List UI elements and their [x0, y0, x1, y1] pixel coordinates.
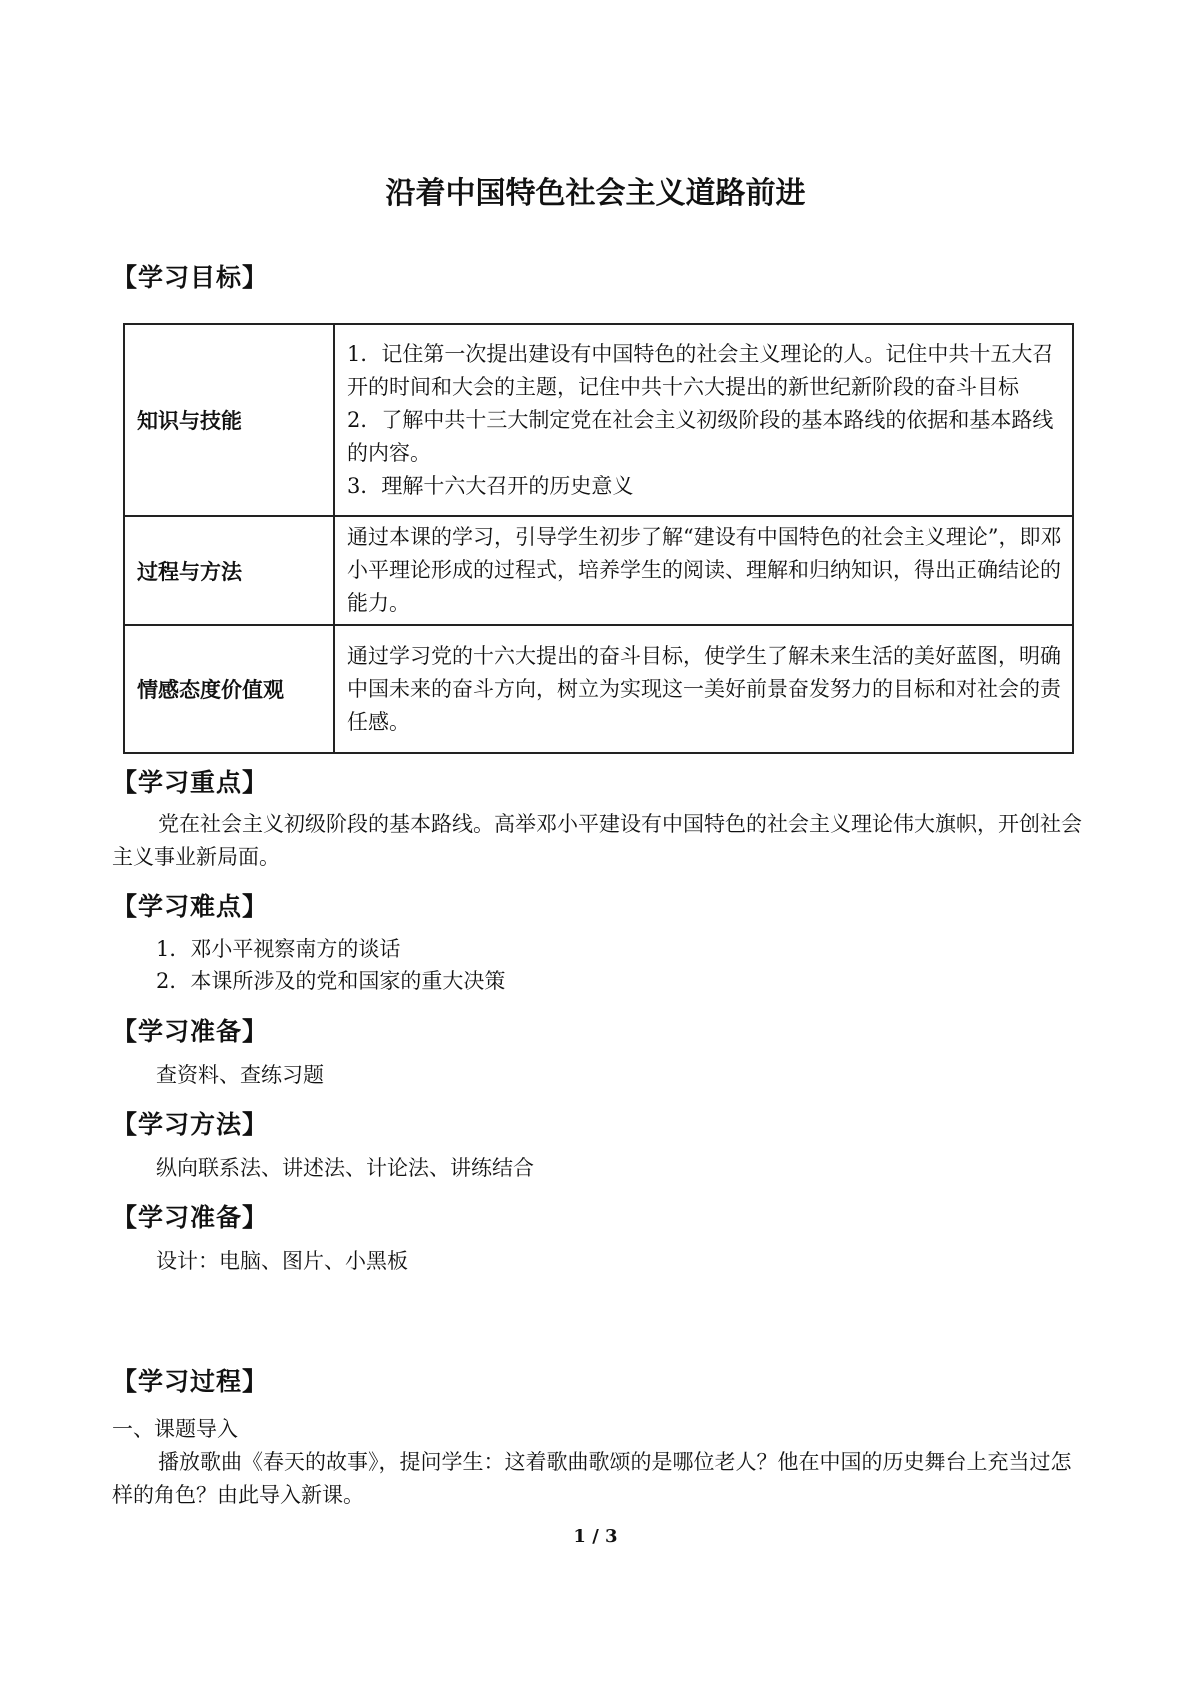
- process-subheading: 一、课题导入: [112, 1417, 238, 1441]
- objectives-heading: 【学习目标】: [112, 263, 269, 292]
- preparation2-text: 设计：电脑、图片、小黑板: [156, 1249, 408, 1273]
- table-row: [124, 625, 1073, 753]
- row-label: 过程与方法: [124, 516, 334, 625]
- row-label: 知识与技能: [124, 324, 334, 516]
- methods-heading: 【学习方法】: [112, 1110, 269, 1139]
- content-line: 通过本课的学习，引导学生初步了解“建设有中国特色的社会主义理论”，即邓小平理论形成的过程式，培养学生的阅读、理解和归纳知识，得出正确结论的能力。: [347, 525, 1062, 615]
- row-content: [334, 516, 1073, 625]
- process-text: 播放歌曲《春天的故事》，提问学生：这着歌曲歌颂的是哪位老人？他在中国的历史舞台上充当过怎样的角色？由此导入新课。: [112, 1450, 1072, 1507]
- content-line: 通过学习党的十六大提出的奋斗目标，使学生了解未来生活的美好蓝图，明确中国未来的奋斗方向，树立为实现这一美好前景奋发努力的目标和对社会的责任感。: [347, 643, 1061, 734]
- row-label: 情感态度价值观: [124, 625, 334, 753]
- objectives-table: [123, 323, 1074, 754]
- list-item: 2．本课所涉及的党和国家的重大决策: [156, 969, 506, 993]
- methods-text: 纵向联系法、讲述法、计论法、讲练结合: [156, 1156, 534, 1180]
- content-line: 3．理解十六大召开的历史意义: [347, 473, 634, 498]
- table-row: [124, 324, 1073, 516]
- row-content: [334, 324, 1073, 516]
- preparation-heading: 【学习准备】: [112, 1017, 269, 1046]
- difficulties-heading: 【学习难点】: [112, 892, 269, 921]
- row-content: [334, 625, 1073, 753]
- process-heading: 【学习过程】: [112, 1367, 269, 1396]
- page-title: 沿着中国特色社会主义道路前进: [385, 176, 806, 211]
- content-line: 1．记住第一次提出建设有中国特色的社会主义理论的人。记住中共十五大召开的时间和大会的主题，记住中共十六大提出的新世纪新阶段的奋斗目标: [347, 341, 1054, 399]
- list-item: 1．邓小平视察南方的谈话: [156, 937, 401, 961]
- preparation2-heading: 【学习准备】: [112, 1203, 269, 1232]
- page-number: 1 / 3: [573, 1526, 618, 1547]
- key-points-heading: 【学习重点】: [112, 768, 269, 797]
- preparation-text: 查资料、查练习题: [156, 1063, 324, 1087]
- key-points-text: 党在社会主义初级阶段的基本路线。高举邓小平建设有中国特色的社会主义理论伟大旗帜，开创社会主义事业新局面。: [112, 812, 1082, 869]
- table-row: [124, 516, 1073, 625]
- content-line: 2．了解中共十三大制定党在社会主义初级阶段的基本路线的依据和基本路线的内容。: [347, 407, 1054, 465]
- difficulties-list: [156, 933, 505, 997]
